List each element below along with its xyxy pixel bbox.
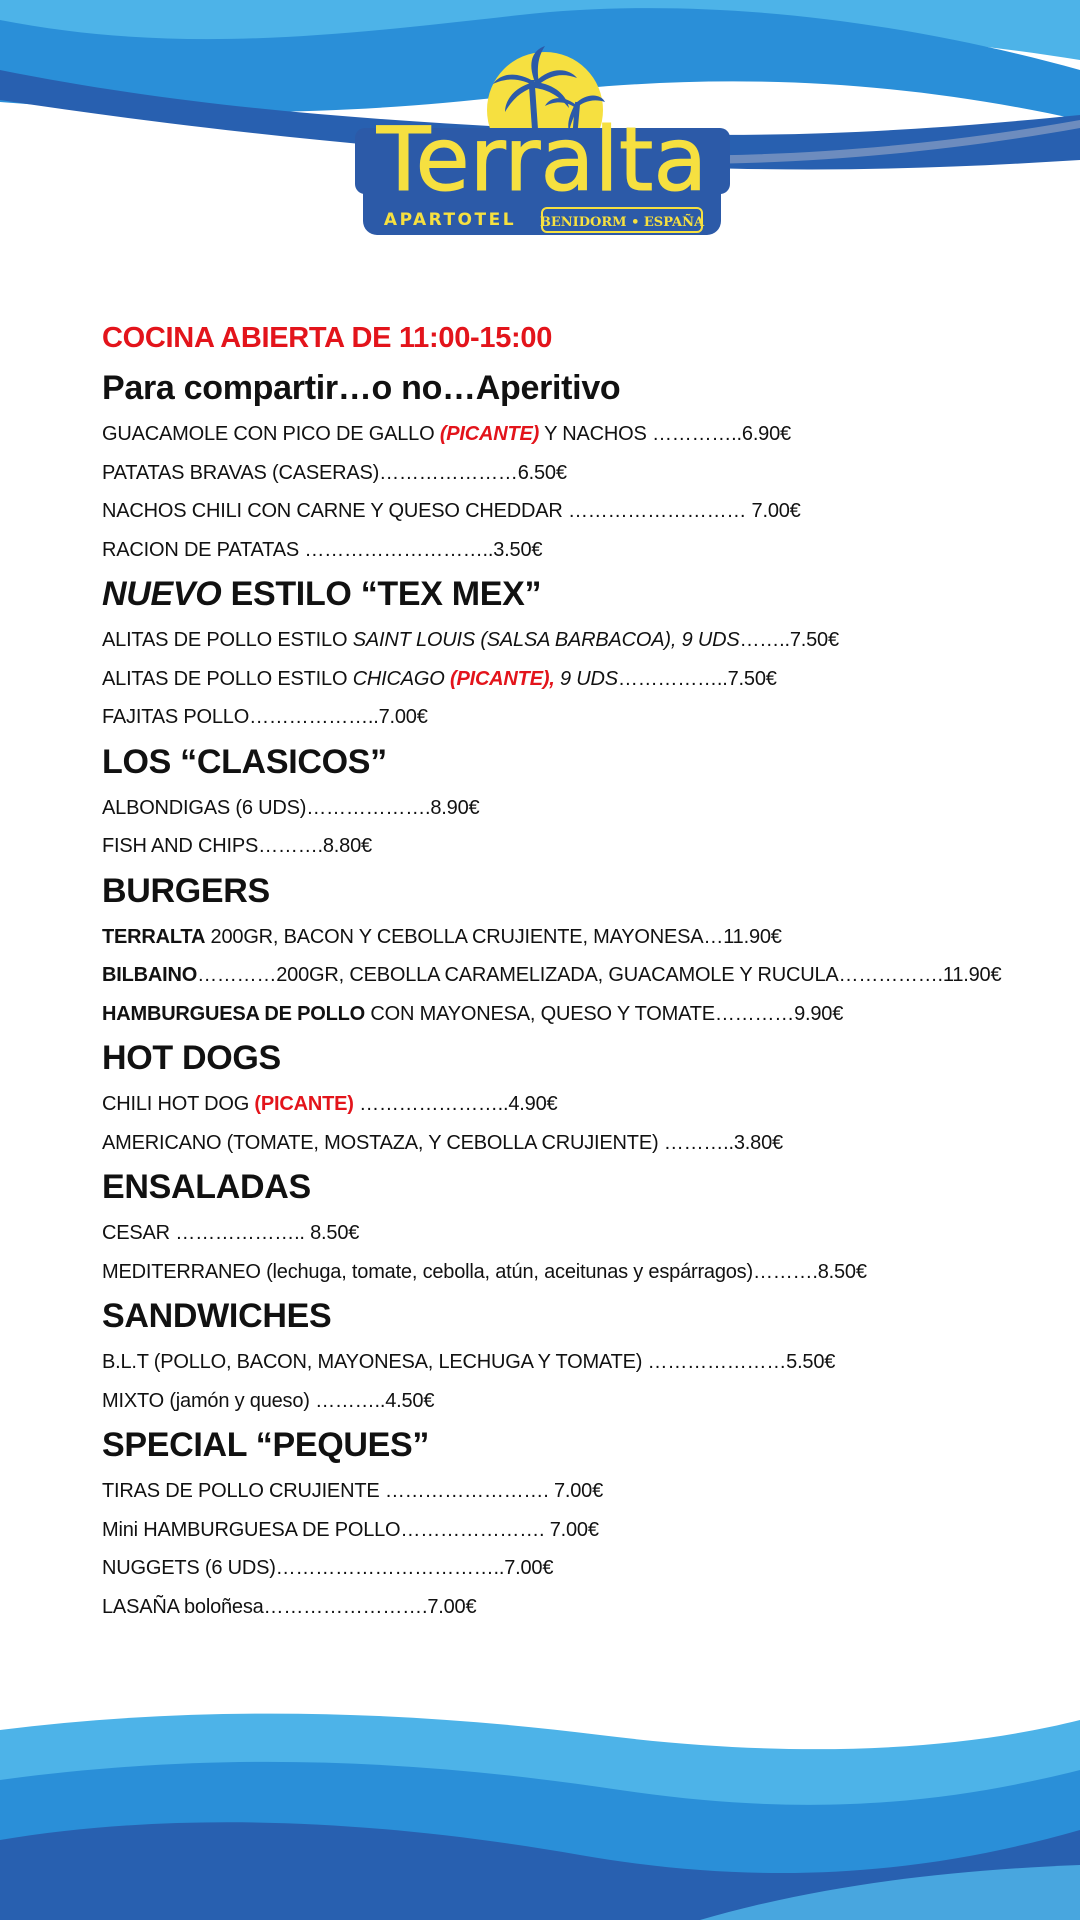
menu-item: Mini HAMBURGUESA DE POLLO…………………. 7.00€ (102, 1518, 599, 1541)
brand-name: Terralta (376, 108, 708, 211)
menu-item: NACHOS CHILI CON CARNE Y QUESO CHEDDAR ……………………… 7.00€ (102, 500, 801, 522)
menu-item: FISH AND CHIPS……….8.80€ (102, 835, 372, 857)
section-aperitivo (102, 369, 1052, 569)
menu-item: BILBAINO…………200GR, CEBOLLA CARAMELIZADA, GUACAMOLE Y RUCULA…………….11.90€ (102, 964, 1002, 986)
spicy-label: (PICANTE), (449, 667, 555, 690)
menu-item: LASAÑA boloñesa…………………….7.00€ (102, 1595, 477, 1618)
menu-item: NUGGETS (6 UDS)……………………………..7.00€ (102, 1557, 554, 1579)
section-ensaladas (102, 1168, 1052, 1291)
brand-tagline-left: APARTOTEL (383, 210, 517, 230)
terralta-logo (355, 40, 730, 240)
menu-item: FAJITAS POLLO………………..7.00€ (102, 706, 428, 728)
menu-item: PATATAS BRAVAS (CASERAS)…………………6.50€ (102, 461, 567, 484)
menu-item: TIRAS DE POLLO CRUJIENTE ……………………. 7.00€ (102, 1480, 603, 1502)
menu-item: ALITAS DE POLLO ESTILO CHICAGO (PICANTE), 9 UDS……………..7.50€ (102, 667, 777, 690)
section-title: ENSALADAS (102, 1168, 311, 1206)
section-peques (102, 1426, 1052, 1626)
menu-item: HAMBURGUESA DE POLLO CON MAYONESA, QUESO Y TOMATE…………9.90€ (102, 1002, 844, 1025)
menu-item: MIXTO (jamón y queso) ………..4.50€ (102, 1389, 435, 1412)
menu (102, 322, 1052, 1626)
section-title: BURGERS (102, 871, 270, 910)
kitchen-hours: COCINA ABIERTA DE 11:00-15:00 (102, 322, 553, 354)
spicy-label: (PICANTE) (439, 423, 540, 445)
section-sandwiches (102, 1297, 1052, 1420)
section-tex-mex (102, 575, 1052, 737)
menu-item: MEDITERRANEO (lechuga, tomate, cebolla, atún, aceitunas y espárragos)……….8.50€ (102, 1260, 867, 1283)
brand-tagline-right: BENIDORM • ESPAÑA (539, 215, 705, 230)
spicy-label: (PICANTE) (254, 1093, 354, 1115)
section-title: HOT DOGS (102, 1039, 281, 1077)
menu-item: AMERICANO (TOMATE, MOSTAZA, Y CEBOLLA CRUJIENTE) ………..3.80€ (102, 1131, 783, 1154)
section-title: SANDWICHES (102, 1297, 332, 1335)
section-burgers (102, 872, 1052, 1034)
menu-item: CESAR ……………….. 8.50€ (102, 1222, 360, 1244)
menu-item: ALBONDIGAS (6 UDS)……………….8.90€ (102, 796, 480, 819)
section-title: SPECIAL “PEQUES” (102, 1426, 430, 1464)
section-clasicos (102, 743, 1052, 866)
section-title: Para compartir…o no…Aperitivo (102, 369, 621, 407)
section-title: LOS “CLASICOS” (102, 742, 387, 781)
menu-item: GUACAMOLE CON PICO DE GALLO (PICANTE) Y NACHOS …………..6.90€ (102, 423, 791, 445)
menu-item: TERRALTA 200GR, BACON Y CEBOLLA CRUJIENTE, MAYONESA…11.90€ (102, 925, 782, 948)
menu-item: CHILI HOT DOG (PICANTE) …………………..4.90€ (102, 1093, 558, 1115)
menu-item: B.L.T (POLLO, BACON, MAYONESA, LECHUGA Y TOMATE) …………………5.50€ (102, 1351, 836, 1373)
section-title: NUEVO ESTILO “TEX MEX” (102, 575, 542, 613)
bottom-wave-decoration (0, 1690, 1080, 1920)
menu-item: RACION DE PATATAS ………………………..3.50€ (102, 538, 543, 561)
menu-item: ALITAS DE POLLO ESTILO SAINT LOUIS (SALSA BARBACOA), 9 UDS……..7.50€ (102, 629, 839, 651)
section-hot-dogs (102, 1039, 1052, 1162)
